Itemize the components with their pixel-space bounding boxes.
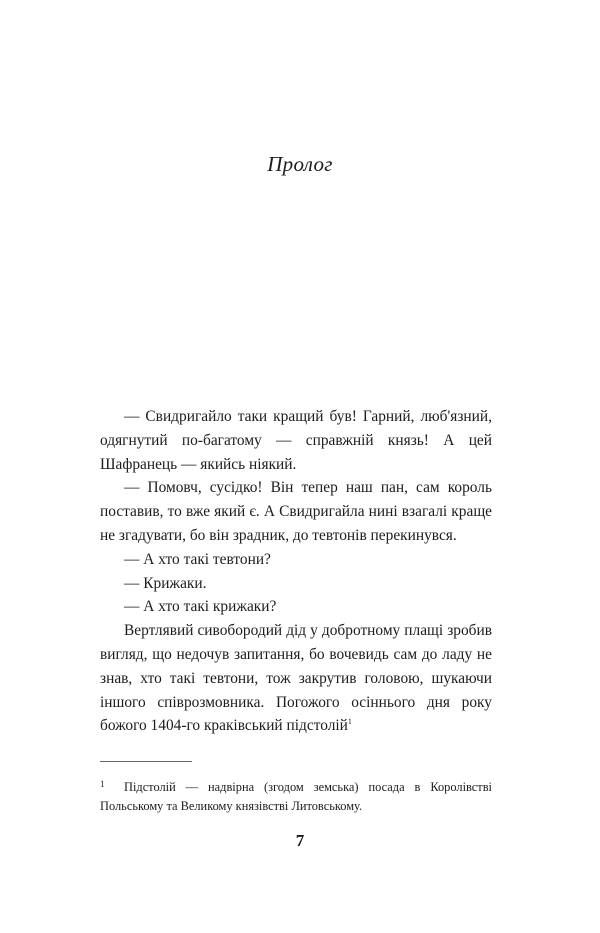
footnote-mark: 1: [100, 779, 105, 789]
paragraph: — Помовч, сусідко! Він тепер наш пан, сам король поставив, то вже який є. А Свидригайла нині взагалі краще не згадувати, бо він зрадник, до тевтонів перекинувся.: [100, 479, 492, 544]
paragraph-with-footnote: [100, 619, 492, 738]
chapter-title: Пролог: [267, 152, 333, 176]
paragraph: — А хто такі тевтони?: [124, 550, 271, 568]
body-text: [100, 405, 492, 738]
footnote: [100, 775, 492, 815]
paragraph: — Свидригайло таки кращий був! Гарний, люб'язний, одягнутий по-багатому — справжній князь! А цей Шафранець — якийсь ніякий.: [100, 408, 492, 473]
footnote-reference[interactable]: 1: [347, 717, 352, 727]
footnote-divider: [100, 761, 192, 762]
paragraph-text: Вертлявий сивобородий дід у добротному плащі зробив вигляд, що недочув запитання, бо вочевидь сам до ладу не знав, хто такі тевтони, тож закрутив головою, шукаючи іншого співрозмовника. Погожого осіннього дня року божого 1404-го краківський підстолій: [100, 622, 492, 735]
paragraph: — Крижаки.: [124, 574, 207, 592]
page-number: 7: [295, 831, 305, 850]
paragraph: — А хто такі крижаки?: [124, 598, 277, 616]
footnote-text: Підстолій — надвірна (згодом земська) посада в Королівстві Польському та Великому князівстві Литовському.: [100, 780, 492, 813]
